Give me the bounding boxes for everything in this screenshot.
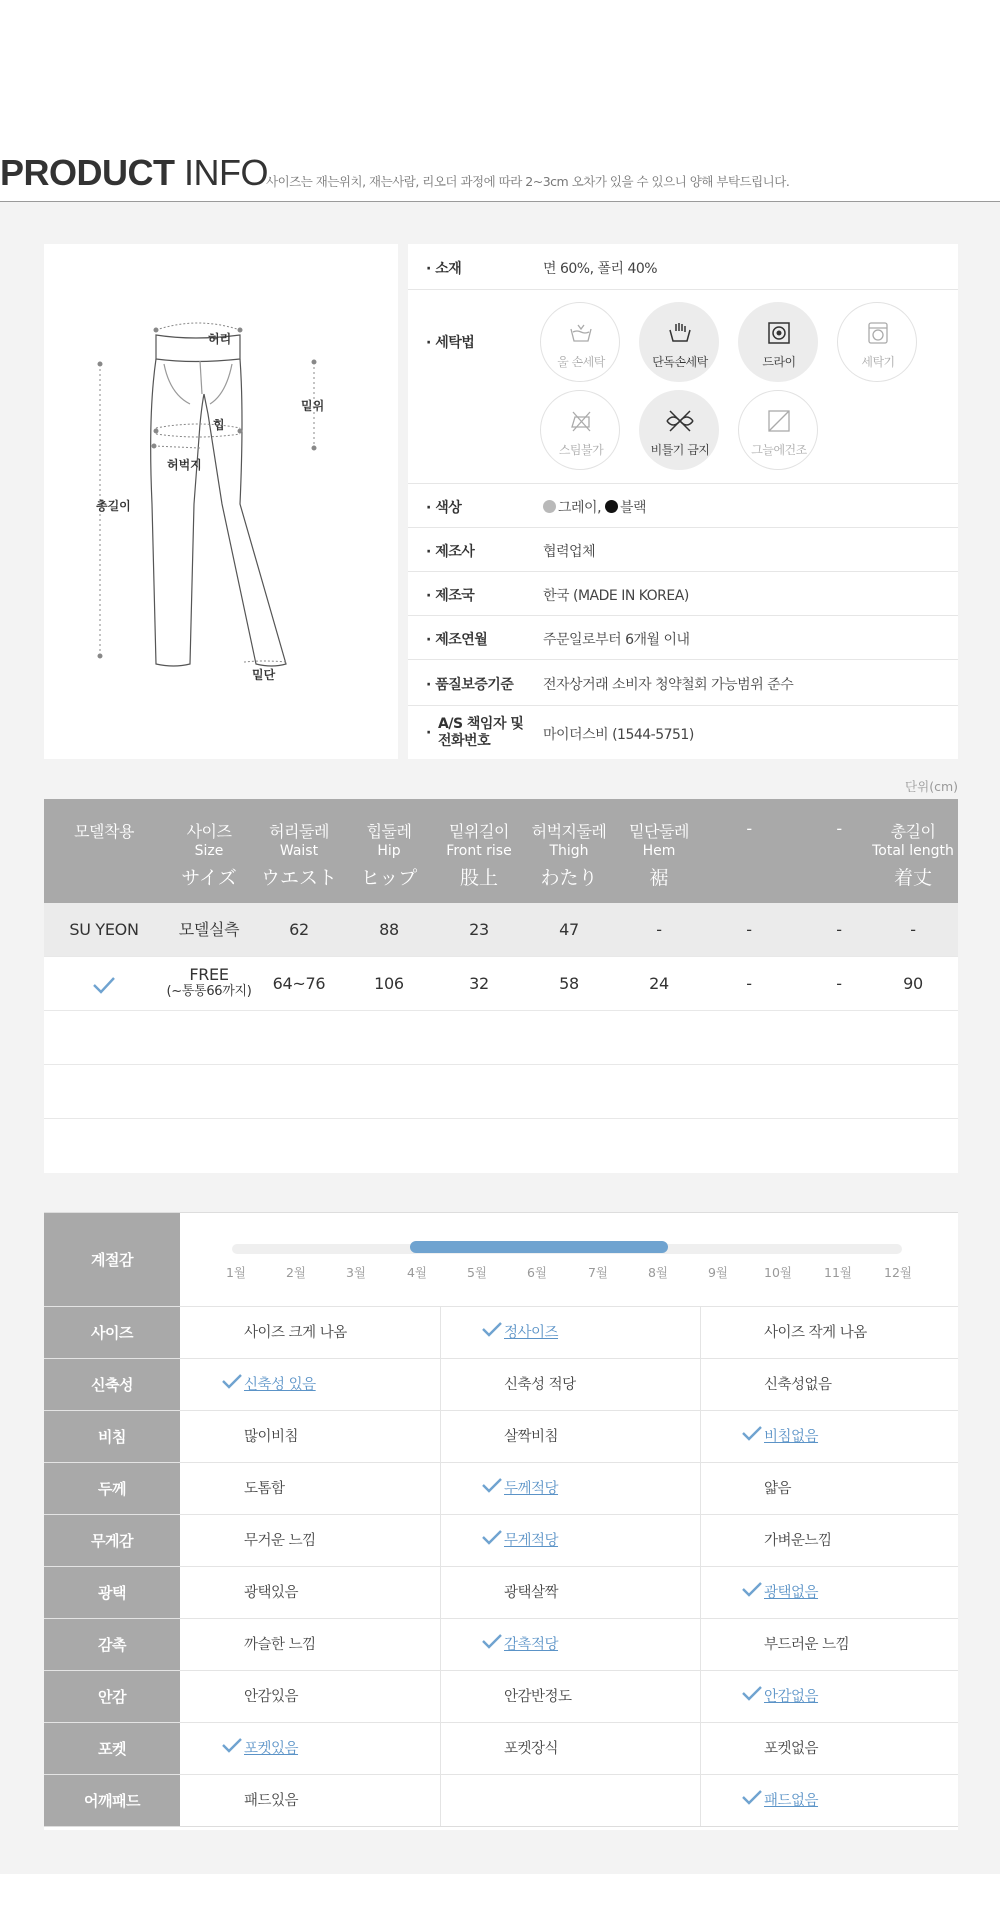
- feature-option: [244, 1671, 298, 1722]
- season-row: [44, 1213, 958, 1307]
- info-value: 면 60%, 폴리 40%: [543, 261, 658, 277]
- option-label: 감촉적당: [504, 1637, 559, 1653]
- feature-label: 포켓: [44, 1723, 180, 1774]
- info-label: · 품질보증기준: [426, 677, 514, 693]
- rise-label: 밑위: [301, 399, 325, 413]
- care-label: 비틀기 금지: [650, 443, 710, 457]
- option-label: 정사이즈: [504, 1325, 559, 1341]
- feature-option: [504, 1567, 558, 1618]
- check-icon-wrap: [741, 1567, 763, 1619]
- feature-row: [44, 1567, 958, 1619]
- table-cell: 106: [374, 974, 404, 993]
- feature-label: 두께: [44, 1463, 180, 1514]
- info-row-care: [408, 290, 958, 484]
- option-label: 까슬한 느낌: [244, 1637, 316, 1653]
- column-divider: [440, 1515, 441, 1566]
- header-empty-1: -: [746, 819, 752, 838]
- info-label: · 소재: [426, 261, 462, 277]
- option-label: 많이비침: [244, 1429, 299, 1445]
- feature-option: [764, 1359, 832, 1410]
- no-wring-icon: [665, 409, 695, 433]
- care-label: 단독손세탁: [652, 355, 708, 369]
- feature-label: 무게감: [44, 1515, 180, 1566]
- feature-option: [504, 1359, 576, 1410]
- check-icon-wrap: [741, 1775, 763, 1827]
- month-label: 3월: [345, 1265, 367, 1280]
- header-hem: 밑단둘레 Hem 裾: [629, 822, 689, 889]
- size-row-free: [44, 957, 958, 1011]
- feature-option: [764, 1307, 867, 1358]
- option-label: 살짝비침: [504, 1429, 559, 1445]
- option-label: 광택없음: [764, 1585, 819, 1601]
- feature-option: [244, 1619, 316, 1670]
- option-label: 포켓없음: [764, 1741, 819, 1757]
- feature-row: [44, 1307, 958, 1359]
- feature-label: 사이즈: [44, 1307, 180, 1358]
- feature-row: [44, 1619, 958, 1671]
- column-divider: [440, 1723, 441, 1774]
- check-icon-wrap: [481, 1307, 503, 1359]
- table-cell: -: [656, 920, 662, 939]
- check-icon-wrap: [221, 1359, 243, 1411]
- table-cell: 23: [469, 920, 489, 939]
- info-row-maker: [408, 528, 958, 572]
- checkmark-icon: [741, 1425, 763, 1441]
- hip-label: 힙: [213, 418, 225, 432]
- info-value: 전자상거래 소비자 청약철회 가능범위 준수: [543, 677, 794, 693]
- feature-option: [504, 1723, 558, 1774]
- season-active-range: [410, 1241, 668, 1253]
- feature-option: [244, 1775, 298, 1826]
- feature-row: [44, 1723, 958, 1775]
- column-divider: [700, 1515, 701, 1566]
- hand-wash-icon: [569, 321, 593, 345]
- info-label: · 제조연월: [426, 632, 488, 648]
- size-name-cell: FREE (~통통66까지): [166, 965, 252, 999]
- month-label: 12월: [884, 1265, 912, 1280]
- feature-option-selected: [764, 1567, 818, 1618]
- column-divider: [440, 1567, 441, 1618]
- checkmark-icon: [741, 1685, 763, 1701]
- feature-label: 계절감: [44, 1213, 180, 1306]
- info-row-warranty: [408, 660, 958, 706]
- check-icon-wrap: [221, 1723, 243, 1775]
- feature-option: [244, 1515, 316, 1566]
- option-label: 포켓있음: [244, 1741, 299, 1757]
- month-label: 8월: [647, 1265, 669, 1280]
- product-info-list: [408, 244, 958, 759]
- top-spacer: [0, 0, 1000, 155]
- feature-row: [44, 1359, 958, 1411]
- length-label: 총길이: [96, 499, 131, 513]
- column-divider: [440, 1411, 441, 1462]
- checkmark-icon: [481, 1477, 503, 1493]
- care-label: 드라이: [762, 355, 796, 369]
- title-light: INFO: [184, 152, 269, 193]
- feature-option-selected: [244, 1723, 298, 1774]
- feature-row: [44, 1671, 958, 1723]
- waist-label: 허리: [208, 332, 232, 346]
- care-label: 그늘에건조: [751, 443, 807, 457]
- care-no-steam: [540, 390, 620, 470]
- product-info-header: [0, 150, 1000, 202]
- thigh-label: 허벅지: [167, 458, 202, 472]
- column-divider: [700, 1307, 701, 1358]
- option-label: 신축성 적당: [504, 1377, 576, 1393]
- table-cell: 90: [903, 974, 923, 993]
- column-divider: [700, 1463, 701, 1514]
- empty-row: [44, 1119, 958, 1173]
- feature-option: [764, 1463, 791, 1514]
- table-cell: 64~76: [272, 974, 326, 993]
- info-label: · 제조사: [426, 544, 475, 560]
- feature-row: [44, 1463, 958, 1515]
- checkmark-icon: [741, 1789, 763, 1805]
- table-cell: -: [746, 920, 752, 939]
- table-cell: -: [910, 920, 916, 939]
- title-bold: PRODUCT: [0, 152, 175, 193]
- feature-label: 광택: [44, 1567, 180, 1618]
- checkmark-icon: [221, 1737, 243, 1753]
- table-cell: 47: [559, 920, 579, 939]
- column-divider: [700, 1775, 701, 1826]
- table-cell: 32: [469, 974, 489, 993]
- month-label: 11월: [824, 1265, 852, 1280]
- header-model: 모델착용: [74, 822, 134, 841]
- feature-option-selected: [504, 1463, 558, 1514]
- column-divider: [440, 1463, 441, 1514]
- column-divider: [700, 1723, 701, 1774]
- check-icon-wrap: [481, 1463, 503, 1515]
- month-label: 9월: [707, 1265, 729, 1280]
- feature-option-selected: [504, 1307, 558, 1358]
- feature-table: [44, 1212, 958, 1830]
- header-waist: 허리둘레 Waist ウエスト: [260, 822, 337, 889]
- option-label: 광택있음: [244, 1585, 299, 1601]
- month-label: 1월: [225, 1265, 247, 1280]
- feature-row: [44, 1775, 958, 1827]
- dry-clean-icon: [767, 321, 791, 345]
- feature-option-selected: [764, 1671, 818, 1722]
- month-label: 7월: [587, 1265, 609, 1280]
- table-cell: 88: [379, 920, 399, 939]
- care-label: 울 손세탁: [557, 355, 605, 369]
- info-label: · 제조국: [426, 588, 475, 604]
- measurement-diagram: [44, 244, 398, 759]
- feature-option: [244, 1463, 285, 1514]
- column-divider: [700, 1671, 701, 1722]
- checkmark-icon: [91, 975, 117, 995]
- checkmark-icon: [481, 1633, 503, 1649]
- care-washing-machine: [837, 302, 917, 382]
- header-hip: 힙둘레 Hip ヒップ: [360, 822, 418, 889]
- column-divider: [700, 1359, 701, 1410]
- feature-option-selected: [504, 1619, 558, 1670]
- option-label: 안감없음: [764, 1689, 819, 1705]
- option-label: 안감반정도: [504, 1689, 572, 1705]
- feature-row: [44, 1411, 958, 1463]
- column-divider: [700, 1619, 701, 1670]
- table-cell: 58: [559, 974, 579, 993]
- feature-option: [764, 1515, 832, 1566]
- option-label: 부드러운 느낌: [764, 1637, 850, 1653]
- option-label: 광택살짝: [504, 1585, 559, 1601]
- empty-row: [44, 1011, 958, 1065]
- care-hand-wash: [540, 302, 620, 382]
- feature-label: 어깨패드: [44, 1775, 180, 1826]
- check-icon-wrap: [741, 1411, 763, 1463]
- header-thigh: 허벅지둘레 Thigh わたり: [531, 822, 607, 889]
- size-table-header: [44, 799, 958, 903]
- option-label: 비침없음: [764, 1429, 819, 1445]
- table-cell: 24: [649, 974, 669, 993]
- info-label: · 세탁법: [426, 335, 475, 351]
- info-value: 한국 (MADE IN KOREA): [543, 588, 689, 604]
- info-row-material: [408, 244, 958, 290]
- feature-option-selected: [244, 1359, 316, 1410]
- table-cell: 62: [289, 920, 309, 939]
- feature-label: 신축성: [44, 1359, 180, 1410]
- check-icon-wrap: [741, 1671, 763, 1723]
- info-row-color: [408, 484, 958, 528]
- header-size: 사이즈 Size サイズ: [181, 822, 237, 889]
- table-cell: SU YEON: [69, 920, 139, 939]
- feature-label: 비침: [44, 1411, 180, 1462]
- option-label: 포켓장식: [504, 1741, 559, 1757]
- column-divider: [700, 1411, 701, 1462]
- option-label: 무게적당: [504, 1533, 559, 1549]
- checkmark-icon: [741, 1581, 763, 1597]
- info-row-as: [408, 706, 958, 759]
- column-divider: [440, 1775, 441, 1826]
- option-label: 사이즈 작게 나옴: [764, 1325, 867, 1341]
- option-label: 무거운 느낌: [244, 1533, 316, 1549]
- column-divider: [440, 1307, 441, 1358]
- info-value: 협력업체: [543, 544, 596, 560]
- table-cell: -: [836, 974, 842, 993]
- table-cell: 모델실측: [178, 920, 240, 939]
- care-dry-clean: [738, 302, 818, 382]
- feature-option: [244, 1307, 347, 1358]
- checkmark-icon: [221, 1373, 243, 1389]
- feature-option: [244, 1567, 298, 1618]
- model-row: [44, 903, 958, 957]
- care-label: 세탁기: [861, 355, 895, 369]
- washing-machine-icon: [866, 321, 890, 345]
- option-label: 사이즈 크게 나옴: [244, 1325, 347, 1341]
- feature-option-selected: [764, 1411, 818, 1462]
- month-label: 6월: [526, 1265, 548, 1280]
- option-label: 두께적당: [504, 1481, 559, 1497]
- hem-label: 밑단: [252, 668, 276, 682]
- feature-option-selected: [504, 1515, 558, 1566]
- option-label: 얇음: [764, 1481, 792, 1497]
- gray-swatch: [543, 500, 556, 513]
- care-shade-dry: [738, 390, 818, 470]
- info-row-country: [408, 572, 958, 616]
- info-label: · 색상: [426, 500, 462, 516]
- column-divider: [700, 1567, 701, 1618]
- column-divider: [440, 1359, 441, 1410]
- option-label: 가벼운느낌: [764, 1533, 832, 1549]
- feature-row: [44, 1515, 958, 1567]
- feature-option: [764, 1619, 849, 1670]
- option-label: 안감있음: [244, 1689, 299, 1705]
- feature-option-selected: [764, 1775, 818, 1826]
- option-label: 신축성없음: [764, 1377, 832, 1393]
- separate-hand-wash-icon: [668, 321, 692, 345]
- black-swatch: [605, 500, 618, 513]
- feature-option: [764, 1723, 818, 1774]
- color-name: 그레이: [558, 500, 598, 516]
- month-label: 10월: [764, 1265, 792, 1280]
- info-label: · A/S 책임자 및 전화번호: [426, 716, 524, 749]
- header-rise: 밑위길이 Front rise 股上: [446, 822, 512, 889]
- option-label: 도톰함: [244, 1481, 285, 1497]
- care-label: 스팀불가: [558, 443, 604, 457]
- feature-option: [504, 1411, 558, 1462]
- feature-label: 안감: [44, 1671, 180, 1722]
- unit-note: 단위(cm): [905, 779, 958, 794]
- table-cell: -: [746, 974, 752, 993]
- table-cell: -: [836, 920, 842, 939]
- header-length: 총길이 Total length 着丈: [872, 822, 954, 889]
- color-name: 블랙: [619, 500, 647, 516]
- model-size-check: [44, 957, 164, 1011]
- size-table: [44, 799, 958, 1173]
- month-label: 5월: [466, 1265, 488, 1280]
- column-divider: [440, 1671, 441, 1722]
- feature-option: [244, 1411, 298, 1462]
- info-value: 주문일로부터 6개월 이내: [543, 632, 690, 648]
- checkmark-icon: [481, 1529, 503, 1545]
- shade-dry-icon: [767, 409, 791, 433]
- care-separate-hand-wash: [639, 302, 719, 382]
- empty-row: [44, 1065, 958, 1119]
- checkmark-icon: [481, 1321, 503, 1337]
- care-no-wring: [639, 390, 719, 470]
- column-divider: [440, 1619, 441, 1670]
- check-icon-wrap: [481, 1619, 503, 1671]
- month-label: 4월: [406, 1265, 428, 1280]
- no-steam-icon: [569, 409, 593, 433]
- info-row-date: [408, 616, 958, 660]
- option-label: 패드없음: [764, 1793, 819, 1809]
- info-value: 마이더스비 (1544-5751): [543, 727, 694, 743]
- option-label: 신축성 있음: [244, 1377, 316, 1393]
- header-empty-2: -: [836, 819, 842, 838]
- check-icon-wrap: [481, 1515, 503, 1567]
- page-title: [0, 152, 268, 194]
- month-label: 2월: [285, 1265, 307, 1280]
- feature-option: [504, 1671, 572, 1722]
- color-options: 그레이, 블랙: [543, 497, 646, 517]
- feature-label: 감촉: [44, 1619, 180, 1670]
- option-label: 패드있음: [244, 1793, 299, 1809]
- size-disclaimer: 사이즈는 재는위치, 재는사람, 리오더 과정에 따라 2~3cm 오차가 있을 수 있으니 양해 부탁드립니다.: [266, 174, 790, 189]
